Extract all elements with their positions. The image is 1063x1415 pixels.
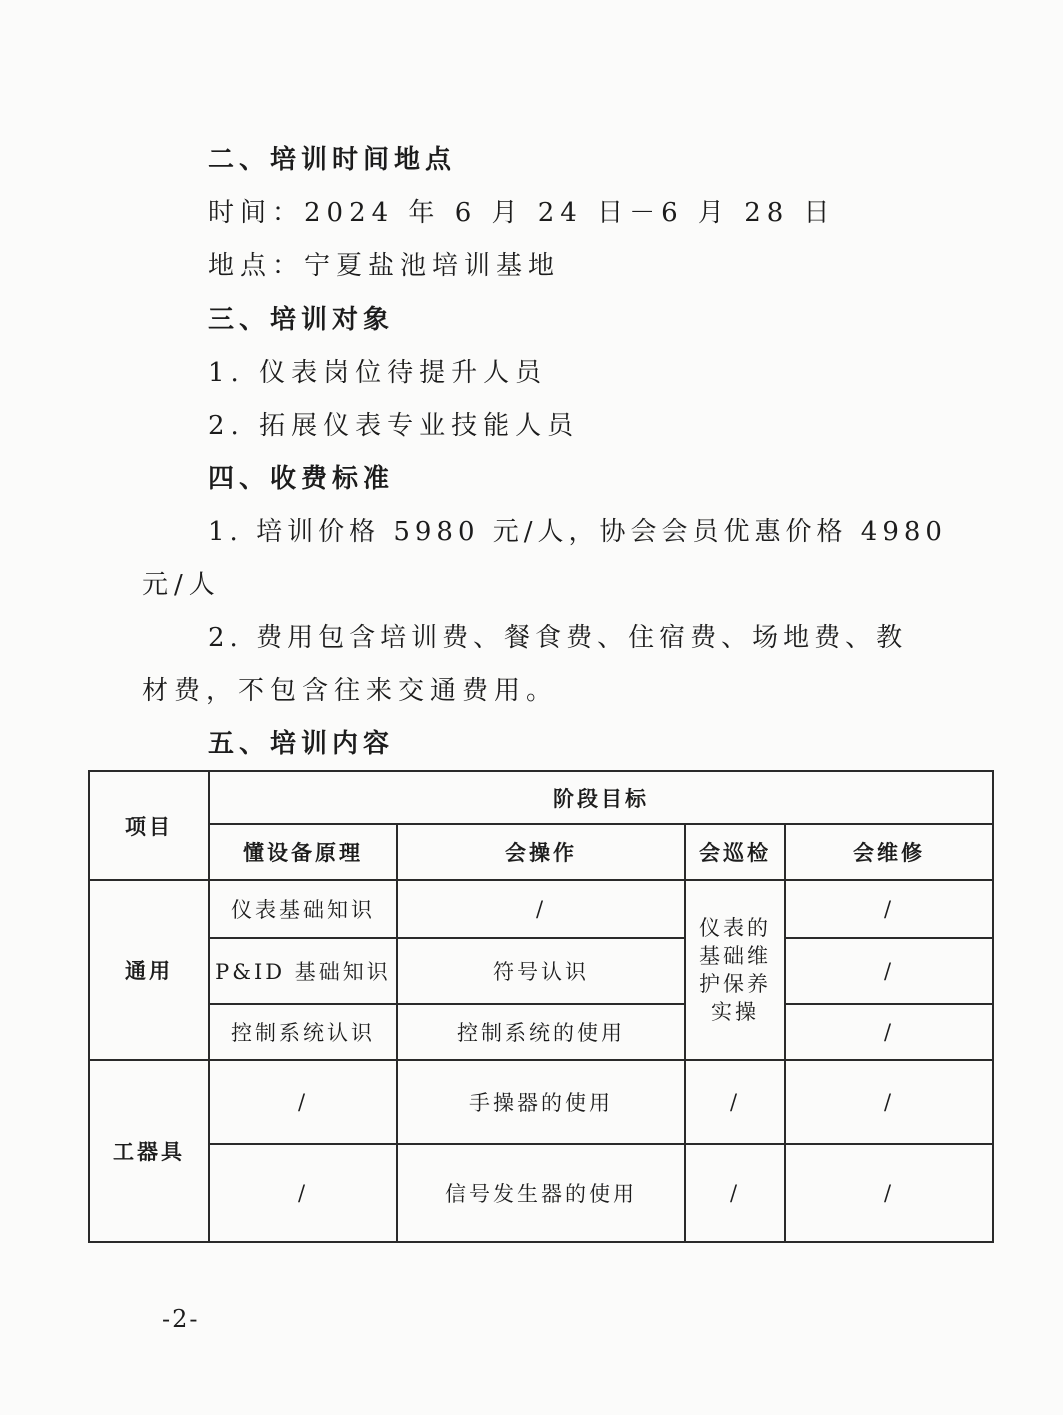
header-operate: 会操作	[397, 824, 685, 880]
header-repair: 会维修	[785, 824, 993, 880]
fee-item-1-line-2: 元/人	[142, 570, 221, 600]
inspect-line: 护保养	[699, 972, 771, 996]
section-5-heading: 五、培训内容	[208, 729, 395, 759]
cell-repair: /	[785, 938, 993, 1004]
group-general: 通用	[89, 880, 209, 1060]
cell-inspect: /	[685, 1144, 785, 1242]
table-row	[89, 938, 993, 1004]
training-content-table	[88, 770, 994, 1243]
cell-inspect-merged	[685, 880, 785, 1060]
inspect-line: 实操	[711, 1000, 759, 1024]
cell-repair: /	[785, 1060, 993, 1144]
cell-inspect: /	[685, 1060, 785, 1144]
training-place: 地点：宁夏盐池培训基地	[208, 251, 561, 281]
training-time: 时间：2024 年 6 月 24 日－6 月 28 日	[208, 198, 836, 228]
inspect-line: 仪表的	[699, 916, 771, 940]
cell-principle: /	[209, 1060, 397, 1144]
header-principle: 懂设备原理	[209, 824, 397, 880]
target-item-2: 2. 拓展仪表专业技能人员	[208, 411, 580, 441]
fee-item-2-line-2: 材费，不包含往来交通费用。	[142, 676, 559, 706]
cell-operate: 信号发生器的使用	[397, 1144, 685, 1242]
cell-operate: 控制系统的使用	[397, 1004, 685, 1060]
header-project: 项目	[89, 771, 209, 880]
table-row	[89, 880, 993, 938]
cell-repair: /	[785, 1004, 993, 1060]
cell-repair: /	[785, 1144, 993, 1242]
table-row	[89, 1144, 993, 1242]
header-stage-goal: 阶段目标	[209, 771, 993, 824]
cell-operate: 符号认识	[397, 938, 685, 1004]
table-row	[89, 1060, 993, 1144]
page-number: -2-	[162, 1305, 200, 1333]
cell-principle: 仪表基础知识	[209, 880, 397, 938]
fee-item-2-line-1: 2. 费用包含培训费、餐食费、住宿费、场地费、教	[208, 623, 908, 653]
section-4-heading: 四、收费标准	[208, 464, 395, 494]
table-row	[89, 1004, 993, 1060]
cell-operate: /	[397, 880, 685, 938]
cell-repair: /	[785, 880, 993, 938]
section-3-heading: 三、培训对象	[208, 305, 395, 335]
group-tools: 工器具	[89, 1060, 209, 1242]
cell-operate: 手操器的使用	[397, 1060, 685, 1144]
section-2-heading: 二、培训时间地点	[208, 145, 457, 175]
target-item-1: 1. 仪表岗位待提升人员	[208, 358, 548, 388]
header-inspect: 会巡检	[685, 824, 785, 880]
cell-principle: 控制系统认识	[209, 1004, 397, 1060]
inspect-line: 基础维	[699, 944, 771, 968]
cell-principle: P&ID 基础知识	[209, 938, 397, 1004]
fee-item-1-line-1: 1. 培训价格 5980 元/人，协会会员优惠价格 4980	[208, 517, 947, 547]
cell-principle: /	[209, 1144, 397, 1242]
